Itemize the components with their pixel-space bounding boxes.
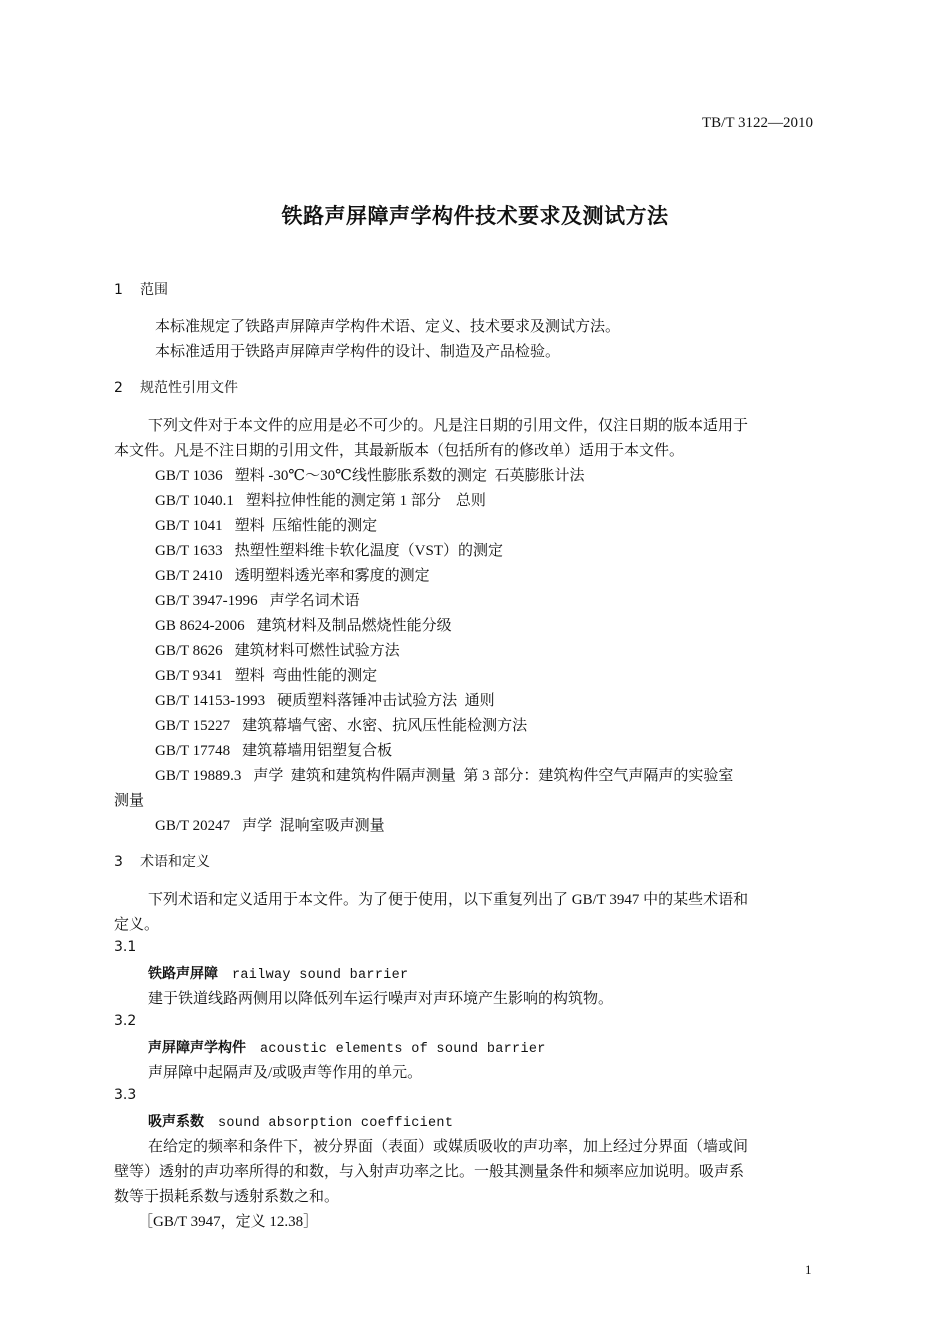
reference-item — [155, 714, 527, 735]
reference-code: GB/T 2410 — [155, 568, 223, 584]
section-number: 2 — [114, 380, 123, 396]
reference-code: GB/T 17748 — [155, 743, 231, 759]
normative-intro-line-2: 本文件。凡是不注日期的引用文件，其最新版本（包括所有的修改单）适用于本文件。 — [114, 443, 685, 459]
reference-code: GB/T 1633 — [155, 543, 223, 559]
reference-item — [155, 664, 377, 685]
reference-item — [155, 514, 377, 535]
term-source: ［GB/T 3947，定义 12.38］ — [138, 1214, 319, 1230]
section-number: 1 — [114, 282, 123, 298]
terms-intro-line-2: 定义。 — [114, 917, 160, 933]
term-chinese: 吸声系数 — [148, 1114, 204, 1130]
reference-item — [155, 564, 430, 585]
reference-code: GB 8624-2006 — [155, 618, 245, 634]
reference-item — [155, 764, 733, 785]
term-chinese: 声屏障声学构件 — [148, 1040, 246, 1056]
reference-title: 建筑幕墙用铝塑复合板 — [242, 743, 393, 759]
reference-code: GB/T 3947-1996 — [155, 593, 258, 609]
section-title: 规范性引用文件 — [140, 380, 238, 396]
section-number: 3 — [114, 854, 123, 870]
reference-title: 透明塑料透光率和雾度的测定 — [234, 568, 430, 584]
reference-code: GB/T 14153-1993 — [155, 693, 266, 709]
reference-code: GB/T 1036 — [155, 468, 223, 484]
term-entry — [148, 1037, 546, 1057]
scope-paragraph-1: 本标准规定了铁路声屏障声学构件术语、定义、技术要求及测试方法。 — [155, 319, 621, 335]
reference-title: 声学名词术语 — [269, 593, 360, 609]
reference-item — [155, 539, 503, 560]
document-title: 铁路声屏障声学构件技术要求及测试方法 — [281, 204, 669, 228]
reference-title: 热塑性塑料维卡软化温度（VST）的测定 — [234, 543, 503, 559]
reference-title: 声学 混响室吸声测量 — [242, 818, 385, 834]
reference-code: GB/T 15227 — [155, 718, 231, 734]
reference-item — [155, 689, 495, 710]
reference-title: 塑料拉伸性能的测定第 1 部分 总则 — [245, 493, 486, 509]
reference-title: 建筑材料及制品燃烧性能分级 — [256, 618, 452, 634]
term-definition-line-3: 数等于损耗系数与透射系数之和。 — [114, 1189, 340, 1205]
reference-item — [155, 489, 486, 510]
section-1-heading — [114, 279, 168, 299]
reference-title: 硬质塑料落锤冲击试验方法 通则 — [277, 693, 495, 709]
term-entry — [148, 1111, 453, 1131]
section-2-heading — [114, 377, 238, 397]
reference-title: 建筑材料可燃性试验方法 — [234, 643, 400, 659]
clause-number: 3.3 — [114, 1087, 137, 1103]
reference-title-continuation: 测量 — [114, 793, 145, 809]
reference-title: 塑料 弯曲性能的测定 — [234, 668, 378, 684]
section-3-heading — [114, 851, 210, 871]
term-definition: 声屏障中起隔声及/或吸声等作用的单元。 — [148, 1065, 423, 1081]
term-chinese: 铁路声屏障 — [148, 966, 218, 982]
reference-title: 塑料 压缩性能的测定 — [234, 518, 378, 534]
term-english: acoustic elements of sound barrier — [260, 1042, 546, 1057]
standard-number: TB/T 3122—2010 — [702, 115, 813, 131]
reference-title: 塑料 -30℃～30℃线性膨胀系数的测定 石英膨胀计法 — [234, 468, 585, 484]
page-number: 1 — [805, 1262, 812, 1277]
term-english: sound absorption coefficient — [218, 1116, 454, 1131]
term-english: railway sound barrier — [232, 968, 409, 983]
reference-item — [155, 639, 400, 660]
reference-item — [155, 614, 452, 635]
term-entry — [148, 963, 408, 983]
reference-code: GB/T 20247 — [155, 818, 231, 834]
reference-code: GB/T 19889.3 — [155, 768, 242, 784]
reference-item — [155, 739, 392, 760]
reference-title: 建筑幕墙气密、水密、抗风压性能检测方法 — [242, 718, 528, 734]
reference-item — [155, 464, 584, 485]
term-definition: 建于铁道线路两侧用以降低列车运行噪声对声环境产生影响的构筑物。 — [148, 991, 614, 1007]
reference-code: GB/T 1040.1 — [155, 493, 234, 509]
section-title: 范围 — [140, 282, 168, 298]
term-definition-line-2: 壁等）透射的声功率所得的和数，与入射声功率之比。一般其测量条件和频率应加说明。吸声系 — [114, 1164, 745, 1180]
clause-number: 3.2 — [114, 1013, 137, 1029]
reference-item — [155, 589, 360, 610]
reference-title: 声学 建筑和建筑构件隔声测量 第 3 部分：建筑构件空气声隔声的实验室 — [253, 768, 734, 784]
term-definition-line-1: 在给定的频率和条件下，被分界面（表面）或媒质吸收的声功率，加上经过分界面（墙或间 — [148, 1139, 749, 1155]
reference-code: GB/T 1041 — [155, 518, 223, 534]
reference-code: GB/T 8626 — [155, 643, 223, 659]
section-title: 术语和定义 — [140, 854, 210, 870]
terms-intro-line-1: 下列术语和定义适用于本文件。为了便于使用，以下重复列出了 GB/T 3947 中的某些术语和 — [148, 892, 749, 908]
normative-intro-line-1: 下列文件对于本文件的应用是必不可少的。凡是注日期的引用文件，仅注日期的版本适用于 — [148, 418, 749, 434]
scope-paragraph-2: 本标准适用于铁路声屏障声学构件的设计、制造及产品检验。 — [155, 344, 561, 360]
reference-code: GB/T 9341 — [155, 668, 223, 684]
clause-number: 3.1 — [114, 939, 137, 955]
reference-item — [155, 814, 385, 835]
